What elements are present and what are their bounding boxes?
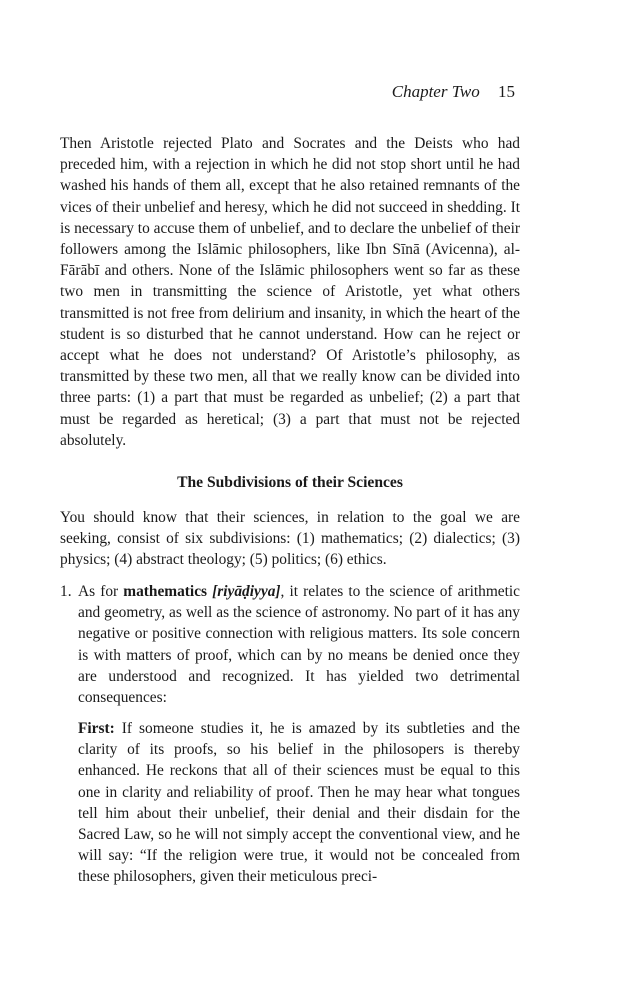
item-lead: As for	[78, 583, 124, 600]
running-head	[392, 82, 515, 102]
item-body: , it relates to the science of arithmetic and geometry, as well as the science of astronomy. No part of it has any negative or positive connection with religious matters. Its sole concern is with matters of proof, which can by no means be denied once they are understood and recognized. It has yielded two detrimental consequences:	[78, 583, 521, 707]
section-heading: The Subdivisions of their Sciences	[177, 474, 403, 491]
paragraph-subdivisions: You should know that their sciences, in relation to the goal we are seeking, consist of six subdivisions: (1) mathematics; (2) dialectics; (3) physics; (4) abstract theology; (5) politics; (6) ethics.	[60, 509, 520, 569]
list-item-mathematics	[60, 581, 520, 708]
list-item-text	[78, 581, 520, 708]
paragraph-first-consequence	[78, 718, 520, 888]
list-number: 1.	[60, 583, 72, 600]
first-body: If someone studies it, he is amazed by its subtleties and the clarity of its proofs, so his belief in the philosopers is thereby enhanced. He reckons that all of their sciences must be equal to this one in clarity and reliability of proof. Then he may hear what tongues tell him about their unbelief, their denial and their disdain for the Sacred Law, so he will not simply accept the conventional view, and he will say: “If the religion were true, it would not be concealed from these philosophers, given their meticulous preci-	[78, 720, 520, 886]
paragraph-aristotle: Then Aristotle rejected Plato and Socrates and the Deists who had preceded him, with a rejection in which he did not stop short until he had washed his hands of them all, except that he also retained remnants of the vices of their unbelief and heresy, which he did not succeed in shedding. It is necessary to accuse them of unbelief, and to declare the unbelief of their followers among the Islāmic philosophers, like Ibn Sīnā (Avicenna), al-Fārābī and others. None of the Islāmic philosophers went so far as these two men in transmitting the science of Aristotle, yet what others transmitted is not free from delirium and insanity, in which the heart of the student is so disturbed that he cannot understand. How can he reject or accept what he does not understand? Of Aristotle’s philosophy, as transmitted by these two men, all that we really know can be divided into three parts: (1) a part that must be regarded as unbelief; (2) a part that must be regarded as heretical; (3) a part that must not be rejected absolutely.	[60, 135, 520, 449]
page-number: 15	[498, 82, 515, 101]
item-term-arabic: [riyāḍiyya]	[212, 583, 281, 600]
first-label: First:	[78, 720, 115, 737]
item-term: mathematics	[123, 583, 208, 600]
chapter-title: Chapter Two	[391, 82, 480, 101]
